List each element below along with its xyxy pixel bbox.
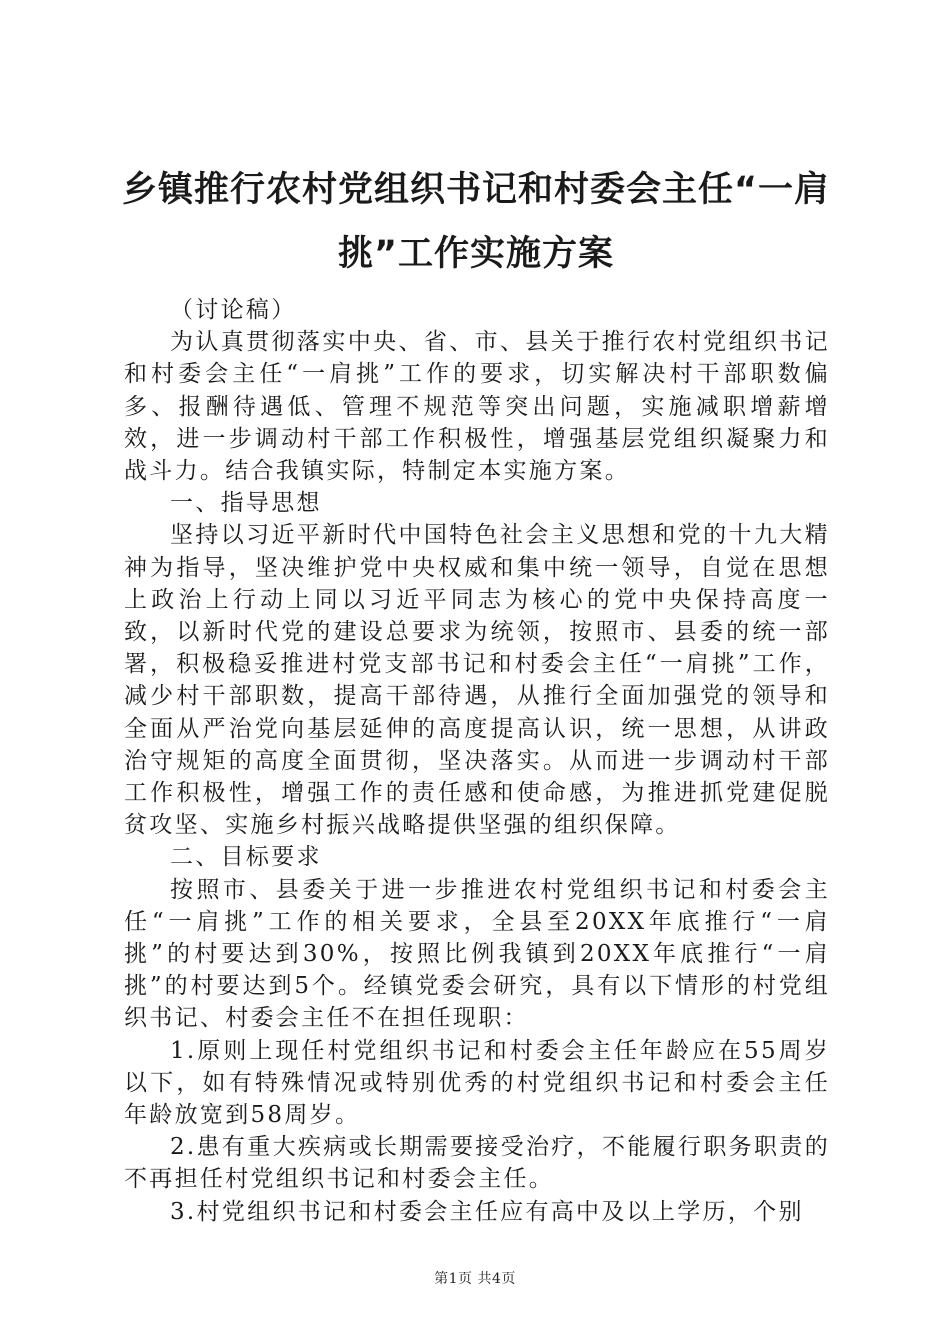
list-item-1: 1.原则上现任村党组织书记和村委会主任年龄应在55周岁以下，如有特殊情况或特别优秀的村党组织书记和村委会主任年龄放宽到58周岁。 (124, 1037, 830, 1129)
document-body (124, 294, 830, 1228)
draft-note: （讨论稿） (170, 297, 297, 323)
section-heading-guiding-ideology: 一、指导思想 (170, 490, 322, 517)
guiding-ideology-paragraph: 坚持以习近平新时代中国特色社会主义思想和党的十九大精神为指导，坚决维护党中央权威和集中统一领导，自觉在思想上政治上行动上同以习近平同志为核心的党中央保持高度一致，以新时代党的建设总要求为统领，按照市、县委的统一部署，积极稳妥推进村党支部书记和村委会主任“一肩挑”工作，减少村干部职数，提高干部待遇，从推行全面加强党的领导和全面从严治党向基层延伸的高度提高认识，统一思想，从讲政治守规矩的高度全面贯彻，坚决落实。从而进一步调动村干部工作积极性，增强工作的责任感和使命感，为推进抓党建促脱贫攻坚、实施乡村振兴战略提供坚强的组织保障。 (124, 522, 830, 839)
list-item-3: 3.村党组织书记和村委会主任应有高中及以上学历，个别 (170, 1198, 804, 1225)
intro-paragraph: 为认真贯彻落实中央、省、市、县关于推行农村党组织书记和村委会主任“一肩挑”工作的要求，切实解决村干部职数偏多、报酬待遇低、管理不规范等突出问题，实施减职增薪增效，进一步调动村干部工作积极性，增强基层党组织凝聚力和战斗力。结合我镇实际，特制定本实施方案。 (124, 329, 830, 485)
section-heading-objectives: 二、目标要求 (170, 844, 322, 871)
document-title: 乡镇推行农村党组织书记和村委会主任“一肩挑”工作实施方案 (121, 170, 830, 274)
objectives-paragraph: 按照市、县委关于进一步推进农村党组织书记和村委会主任“一肩挑”工作的相关要求，全县至20XX年底推行“一肩挑”的村要达到30%，按照比例我镇到20XX年底推行“一肩挑”的村要达到5个。经镇党委会研究，具有以下情形的村党组织书记、村委会主任不在担任现职： (124, 876, 830, 1032)
list-item-2: 2.患有重大疾病或长期需要接受治疗，不能履行职务职责的不再担任村党组织书记和村委会主任。 (124, 1134, 830, 1193)
page-footer: 第1页 共4页 (434, 1271, 516, 1287)
